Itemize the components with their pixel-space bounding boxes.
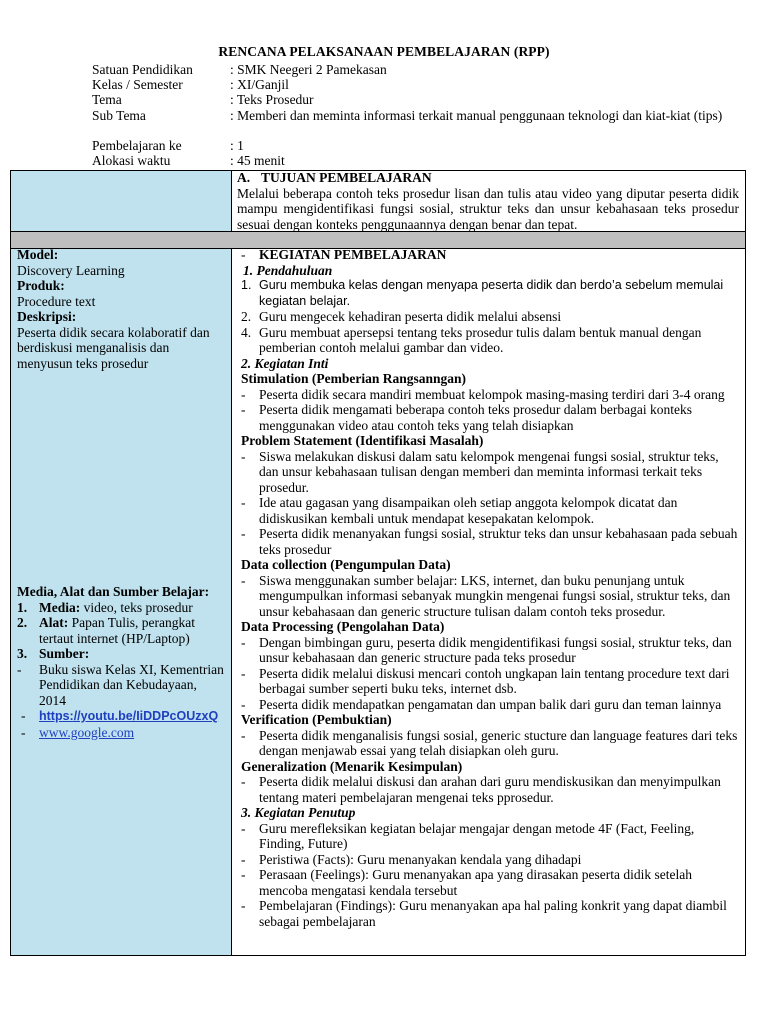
dash-marker: - [241, 851, 246, 867]
pendahuluan-item [241, 325, 741, 356]
alat-value: Papan Tulis, perangkat tertaut internet (HP/Laptop) [39, 615, 195, 646]
generalization-item [241, 774, 741, 805]
produk-label: Produk: [17, 278, 65, 293]
penutup-item [241, 821, 741, 852]
meta-label: Alokasi waktu [92, 153, 171, 168]
meta-value: : 45 menit [230, 153, 285, 168]
item-text: Guru mengecek kehadiran peserta didik melalui absensi [259, 309, 562, 324]
sumber-label: Sumber: [39, 646, 90, 661]
produk-value: Procedure text [17, 293, 96, 309]
meta-label: Tema [92, 92, 122, 107]
item-text: Guru membuat apersepsi tentang teks prosedur tulis dalam bentuk manual dengan pemberian contoh melalui gambar dan video. [259, 324, 702, 355]
verification-item [241, 728, 741, 759]
model-value: Discovery Learning [17, 262, 125, 278]
item-text: Peserta didik melalui diskusi mencari contoh ungkapan lain tentang procedure text dari berbagai sumber seperti buku teks, internet dsb. [259, 665, 730, 696]
penutup-item [241, 852, 741, 868]
dash-marker: - [241, 495, 246, 510]
kegiatan-heading: KEGIATAN PEMBELAJARAN [259, 247, 447, 262]
pendahuluan-title: 1. Pendahuluan [243, 262, 333, 278]
meta-value: : XI/Ganjil [230, 77, 289, 92]
meta-value: : Teks Prosedur [230, 92, 314, 107]
inti-title: 2. Kegiatan Inti [241, 355, 329, 371]
processing-item [241, 666, 741, 697]
sumber-youtube [17, 708, 227, 725]
dash-marker: - [241, 665, 246, 681]
pendahuluan-item [241, 278, 741, 309]
problem-item [241, 449, 741, 496]
deskripsi-label: Deskripsi: [17, 309, 77, 324]
dash-marker: - [241, 402, 246, 417]
item-text: Peserta didik secara mandiri membuat kelompok masing-masing terdiri dari 3-4 orang [259, 386, 725, 402]
tujuan-text: Melalui beberapa contoh teks prosedur lisan dan tulis atau video yang diputar peserta didik mampu mengidentifikasi fungsi sosial, struktur teks dan unsur kebahasaan teks prosedur sesuai dengan konteks penggunaannya dengan benar dan tepat. [237, 185, 739, 232]
tujuan-section [237, 170, 739, 232]
youtube-link[interactable]: https://youtu.be/IiDDPcOUzxQ [39, 709, 219, 723]
problem-item [241, 526, 741, 557]
item-text: Dengan bimbingan guru, peserta didik mengidentifikasi fungsi sosial, struktur teks, dan unsur kebahasaan dan generic structure pada teks prosedur [259, 634, 732, 665]
dash-marker: - [241, 386, 246, 402]
media-heading: Media, Alat dan Sumber Belajar: [17, 584, 210, 599]
dash-marker: - [241, 448, 246, 464]
processing-title: Data Processing (Pengolahan Data) [241, 619, 445, 634]
item-number: 4. [241, 324, 252, 340]
problem-item [241, 495, 741, 526]
dash-marker: - [241, 774, 246, 789]
problem-title: Problem Statement (Identifikasi Masalah) [241, 433, 484, 448]
dash-marker: - [241, 820, 246, 836]
document-title: RENCANA PELAKSANAAN PEMBELAJARAN (RPP) [218, 44, 550, 59]
dash-marker: - [241, 727, 246, 743]
penutup-item [241, 867, 741, 898]
stimulation-item [241, 402, 741, 433]
item-text: Peserta didik menganalisis fungsi sosial, generic stucture dan language features dari teks dengan menjawab essai yang telah disiapkan oleh guru. [259, 727, 738, 758]
dash-marker: - [241, 572, 246, 588]
media-section [17, 584, 227, 740]
item-text: Peserta didik mendapatkan pengamatan dan umpan balik dari guru dan teman lainnya [259, 696, 722, 712]
meta-label: Kelas / Semester [92, 77, 183, 92]
dash-marker: - [21, 708, 26, 723]
item-text: Peserta didik mengamati beberapa contoh teks prosedur dalam berbagai konteks menggunakan video atau contoh teks yang telah disiapkan [259, 402, 692, 433]
alat-item [17, 615, 227, 646]
item-number: 1. [241, 278, 252, 292]
sumber-google [17, 725, 227, 741]
pendahuluan-item [241, 309, 741, 325]
item-text: Pembelajaran (Findings): Guru menanyakan apa hal paling konkrit yang dapat diambil sebagai pembelajaran [259, 898, 727, 929]
column-divider [231, 171, 232, 231]
deskripsi-value: Peserta didik secara kolaboratif dan berdiskusi menganalisis dan menyusun teks prosedur [17, 324, 210, 371]
alat-num: 2. [17, 615, 28, 630]
meta-label: Satuan Pendidikan [92, 62, 193, 77]
rpp-table [10, 170, 746, 956]
tujuan-heading: TUJUAN PEMBELAJARAN [261, 170, 432, 185]
meta-row-pembelajaran [92, 138, 244, 153]
media-num: 1. [17, 599, 28, 615]
meta-label: Pembelajaran ke [92, 138, 182, 153]
meta-value: : SMK Neegeri 2 Pamekasan [230, 62, 387, 77]
alat-label: Alat: [39, 615, 69, 630]
dash-marker: - [21, 724, 26, 740]
meta-row-subtema [92, 108, 740, 123]
item-text: Perasaan (Feelings): Guru menanyakan apa yang dirasakan peserta didik setelah mencoba mengatasi kendala tersebut [259, 867, 692, 898]
processing-item [241, 697, 741, 713]
penutup-title: 3. Kegiatan Penutup [241, 805, 356, 820]
dash-marker: - [241, 696, 246, 712]
dash-marker: - [17, 661, 22, 677]
dash-marker: - [241, 634, 246, 650]
meta-row-tema [92, 92, 314, 107]
penutup-item [241, 898, 741, 929]
generalization-title: Generalization (Menarik Kesimpulan) [241, 758, 463, 774]
item-number: 2. [241, 309, 252, 324]
verification-title: Verification (Pembuktian) [241, 712, 392, 727]
item-text: Ide atau gagasan yang disampaikan oleh setiap anggota kelompok dicatat dan didiskusikan kembali untuk mendapat kesepakatan kelompok. [259, 495, 678, 526]
sumber-item [17, 646, 227, 662]
kegiatan-heading-row [241, 247, 741, 263]
sumber-num: 3. [17, 646, 28, 661]
meta-row-kelas [92, 77, 289, 92]
item-text: Peserta didik menanyakan fungsi sosial, struktur teks dan unsur kebahasaan pada sebuah teks prosedur [259, 526, 738, 557]
dash-marker: - [241, 867, 246, 882]
media-label: Media: [39, 599, 81, 615]
sumber-book [17, 662, 227, 709]
separator-band [11, 231, 745, 248]
item-text: Guru membuka kelas dengan menyapa peserta didik dan berdo’a sebelum memulai kegiatan belajar. [259, 278, 724, 308]
meta-row-alokasi [92, 153, 285, 168]
left-info [17, 247, 227, 371]
media-item [17, 600, 227, 616]
meta-row-satuan [92, 62, 387, 77]
stimulation-title: Stimulation (Pemberian Rangsanngan) [241, 371, 467, 386]
item-text: Peserta didik melalui diskusi dan arahan dari guru mendiskusikan dan menyimpulkan tentang materi pembelajaran mengenai teks pprosedur. [259, 774, 721, 805]
item-text: Siswa menggunakan sumber belajar: LKS, internet, dan buku penunjang untuk mengumpulkan informasi sebanyak mungkin mengenai fungsi sosial, struktur teks, dan unsur kebahasaan dan generic structure tulisan dalam contoh teks prosedur. [259, 572, 731, 619]
google-link[interactable]: www.google.com [39, 724, 135, 740]
tujuan-marker: A. [237, 170, 251, 185]
dash-marker: - [241, 526, 246, 541]
item-text: Siswa melakukan diskusi dalam satu kelompok mengenai fungsi sosial, struktur teks, dan unsur kebahasaan tulisan dengan memberi dan meminta informasi terkait teks prosedur. [259, 448, 719, 495]
dash-marker: - [241, 247, 246, 262]
model-label: Model: [17, 247, 59, 262]
item-text: Peristiwa (Facts): Guru menanyakan kendala yang dihadapi [259, 851, 582, 867]
stimulation-item [241, 387, 741, 403]
item-text: Guru merefleksikan kegiatan belajar mengajar dengan metode 4F (Fact, Feeling, Finding, Future) [259, 820, 695, 851]
processing-item [241, 635, 741, 666]
tujuan-left-cell [11, 171, 231, 231]
collection-title: Data collection (Pengumpulan Data) [241, 557, 451, 572]
sumber-book-text: Buku siswa Kelas XI, Kementrian Pendidikan dan Kebudayaan, 2014 [39, 661, 224, 708]
column-divider [231, 248, 232, 955]
meta-value: : 1 [230, 138, 244, 153]
meta-label: Sub Tema [92, 108, 146, 123]
kegiatan-section [241, 247, 741, 929]
meta-value: : Memberi dan meminta informasi terkait manual penggunaan teknologi dan kiat-kiat (tips) [230, 108, 723, 123]
media-value: video, teks prosedur [80, 599, 193, 615]
collection-item [241, 573, 741, 620]
dash-marker: - [241, 898, 246, 913]
